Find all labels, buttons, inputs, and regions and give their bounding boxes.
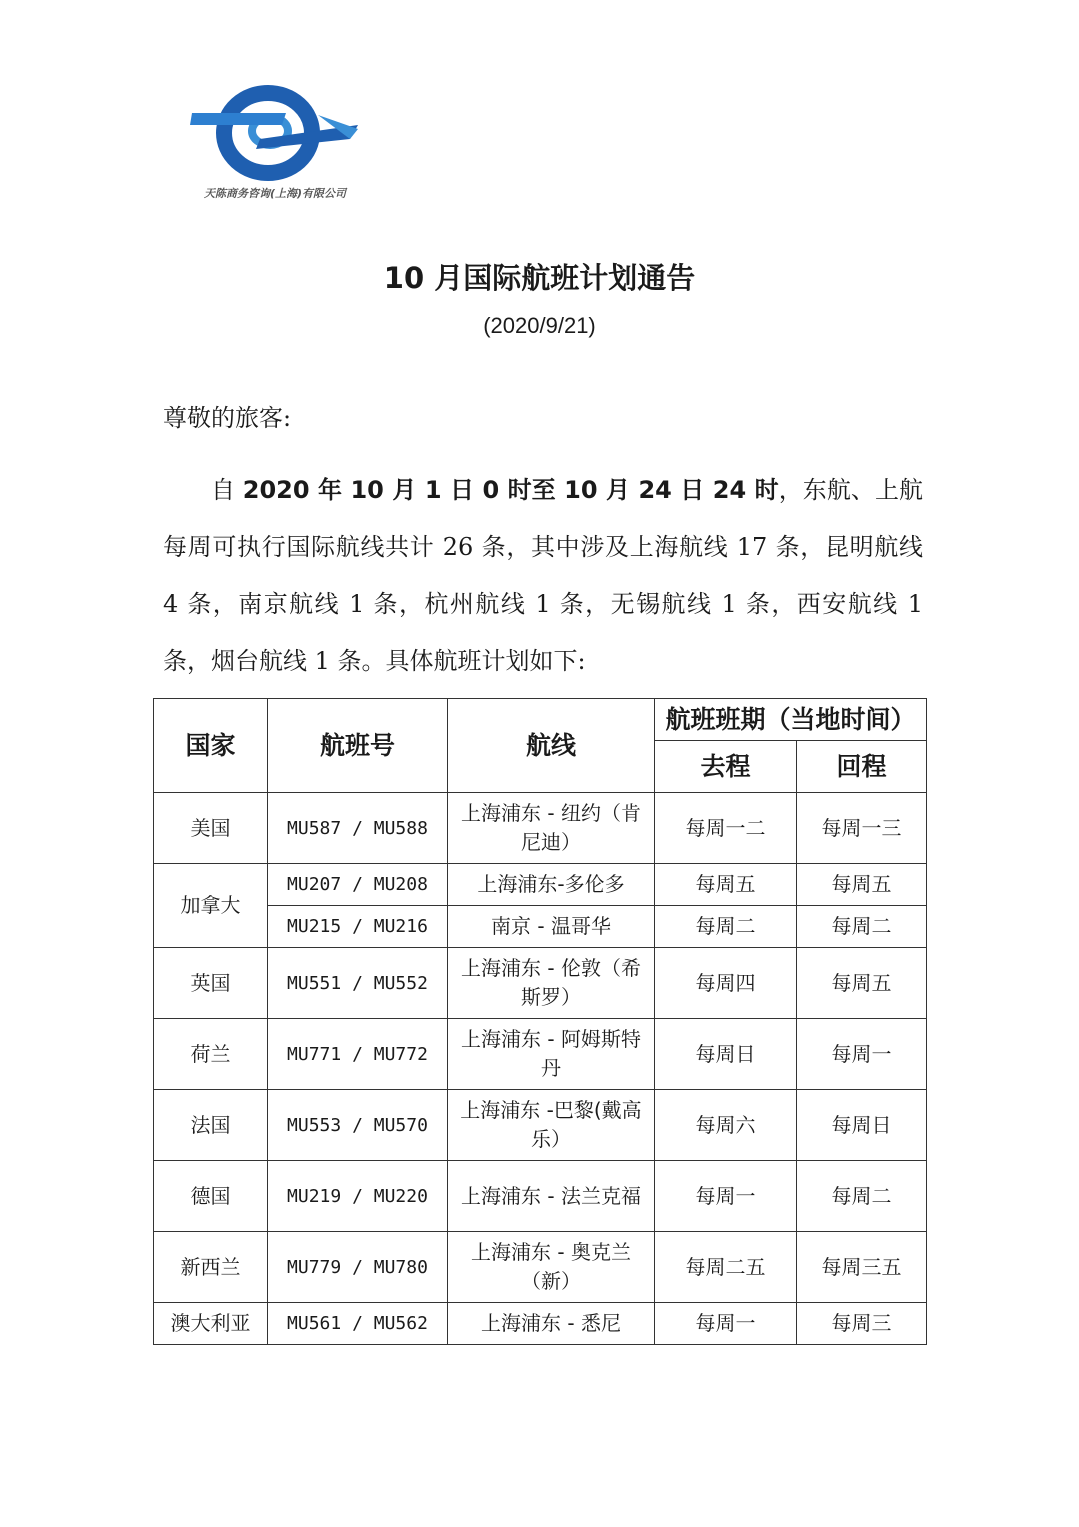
table-row xyxy=(154,948,927,1019)
country-cell: 美国 xyxy=(154,793,268,864)
paragraph-bold-run: 时 xyxy=(746,476,779,504)
flight-cell: MU779 / MU780 xyxy=(268,1232,448,1303)
country-cell: 荷兰 xyxy=(154,1019,268,1090)
return-cell: 每周日 xyxy=(797,1090,927,1161)
outbound-cell: 每周二五 xyxy=(655,1232,797,1303)
flight-cell: MU587 / MU588 xyxy=(268,793,448,864)
table-row xyxy=(154,1303,927,1345)
return-cell: 每周五 xyxy=(797,948,927,1019)
header-schedule: 航班班期（当地时间） xyxy=(655,699,927,741)
table-row xyxy=(154,906,927,948)
table-row xyxy=(154,1019,927,1090)
flight-cell: MU561 / MU562 xyxy=(268,1303,448,1345)
paragraph-bold-run: 日 xyxy=(441,476,483,504)
header-route: 航线 xyxy=(448,699,655,793)
paragraph-bold-run: 日 xyxy=(671,476,713,504)
country-cell: 加拿大 xyxy=(154,864,268,948)
route-cell: 上海浦东 - 悉尼 xyxy=(448,1303,655,1345)
outbound-cell: 每周一二 xyxy=(655,793,797,864)
company-logo xyxy=(180,85,370,205)
route-cell: 上海浦东 - 伦敦（希斯罗） xyxy=(448,948,655,1019)
return-cell: 每周二 xyxy=(797,906,927,948)
outbound-cell: 每周四 xyxy=(655,948,797,1019)
country-cell: 英国 xyxy=(154,948,268,1019)
paragraph-bold-run: 0 xyxy=(482,476,500,504)
table-row xyxy=(154,1161,927,1232)
notice-date: (2020/9/21) xyxy=(483,313,596,338)
route-cell: 上海浦东 - 纽约（肯尼迪） xyxy=(448,793,655,864)
country-cell: 法国 xyxy=(154,1090,268,1161)
outbound-cell: 每周一 xyxy=(655,1303,797,1345)
outbound-cell: 每周五 xyxy=(655,864,797,906)
paragraph-bold-run: 10 xyxy=(564,476,598,504)
table-row xyxy=(154,864,927,906)
route-cell: 上海浦东 - 阿姆斯特丹 xyxy=(448,1019,655,1090)
paragraph-run: 自 xyxy=(211,476,243,504)
return-cell: 每周一三 xyxy=(797,793,927,864)
route-cell: 上海浦东 - 奥克兰（新） xyxy=(448,1232,655,1303)
company-name: 天陈商务咨询(上海)有限公司 xyxy=(203,187,347,200)
header-outbound: 去程 xyxy=(655,741,797,793)
logo-emblem-icon xyxy=(190,85,360,185)
table-row xyxy=(154,1090,927,1161)
route-cell: 上海浦东 -巴黎(戴高乐） xyxy=(448,1090,655,1161)
return-cell: 每周五 xyxy=(797,864,927,906)
salutation: 尊敬的旅客: xyxy=(163,404,292,432)
flight-cell: MU551 / MU552 xyxy=(268,948,448,1019)
paragraph-bold-run: 10 xyxy=(350,476,384,504)
table-row xyxy=(154,793,927,864)
route-cell: 南京 - 温哥华 xyxy=(448,906,655,948)
notice-paragraph xyxy=(163,462,923,690)
flight-cell: MU553 / MU570 xyxy=(268,1090,448,1161)
paragraph-bold-run: 月 xyxy=(597,476,639,504)
flight-schedule-table xyxy=(153,698,927,1345)
return-cell: 每周三 xyxy=(797,1303,927,1345)
flight-cell: MU215 / MU216 xyxy=(268,906,448,948)
country-cell: 澳大利亚 xyxy=(154,1303,268,1345)
paragraph-bold-run: 月 xyxy=(383,476,425,504)
route-cell: 上海浦东 - 法兰克福 xyxy=(448,1161,655,1232)
route-cell: 上海浦东-多伦多 xyxy=(448,864,655,906)
outbound-cell: 每周二 xyxy=(655,906,797,948)
paragraph-run: ，东航、上航每周可执行国际航线共计 26 条，其中涉及上海航线 17 条，昆明航线 4 条，南京航线 1 条，杭州航线 1 条，无锡航线 1 条，西安航线 1 条，烟台航线 1 条。具体航班计划如下: xyxy=(163,476,924,675)
paragraph-bold-run: 年 xyxy=(309,476,351,504)
return-cell: 每周一 xyxy=(797,1019,927,1090)
paragraph-bold-run: 时至 xyxy=(499,476,565,504)
outbound-cell: 每周日 xyxy=(655,1019,797,1090)
outbound-cell: 每周一 xyxy=(655,1161,797,1232)
header-flight: 航班号 xyxy=(268,699,448,793)
paragraph-bold-run: 24 xyxy=(712,476,747,504)
flight-cell: MU219 / MU220 xyxy=(268,1161,448,1232)
outbound-cell: 每周六 xyxy=(655,1090,797,1161)
country-cell: 新西兰 xyxy=(154,1232,268,1303)
header-country: 国家 xyxy=(154,699,268,793)
return-cell: 每周三五 xyxy=(797,1232,927,1303)
flight-cell: MU207 / MU208 xyxy=(268,864,448,906)
return-cell: 每周二 xyxy=(797,1161,927,1232)
header-return: 回程 xyxy=(797,741,927,793)
paragraph-bold-run: 24 xyxy=(638,476,672,504)
country-cell: 德国 xyxy=(154,1161,268,1232)
table-row xyxy=(154,1232,927,1303)
page-title: 10 月国际航班计划通告 xyxy=(383,261,696,295)
paragraph-bold-run: 1 xyxy=(424,476,442,504)
flight-cell: MU771 / MU772 xyxy=(268,1019,448,1090)
paragraph-bold-run: 2020 xyxy=(242,476,310,504)
